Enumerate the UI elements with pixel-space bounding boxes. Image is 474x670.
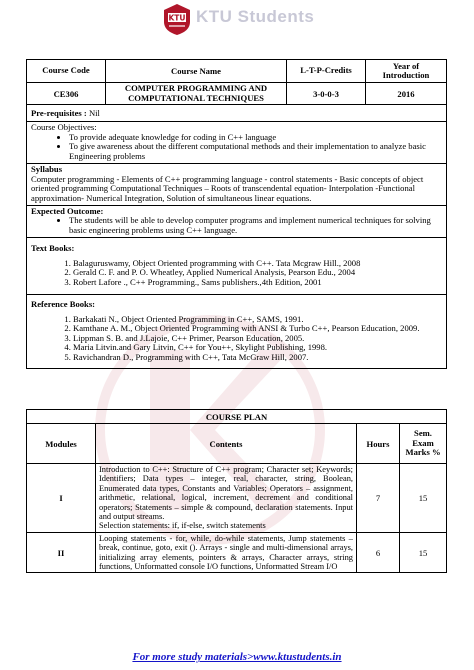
brand-title: KTU Students [196, 7, 315, 26]
course-info-table [26, 59, 447, 369]
outcome-label: Expected Outcome: [31, 205, 104, 216]
header-course-name: Course Name [106, 60, 287, 83]
reference-book-item: 1. Barkakati N., Object Oriented Programming in C++, SAMS, 1991. [73, 315, 442, 325]
module-contents [96, 464, 357, 533]
objectives-label: Course Objectives: [31, 122, 97, 132]
outcome-section [27, 205, 447, 237]
course-ltp: 3-0-0-3 [287, 83, 366, 105]
header-marks: Sem. Exam Marks % [400, 424, 447, 464]
course-name: COMPUTER PROGRAMMING AND COMPUTATIONAL TECHNIQUES [106, 83, 287, 105]
reference-books-section [27, 294, 447, 368]
ktu-logo-icon [160, 2, 194, 36]
reference-book-item: 3. Lippman S. B. and J.Lajoie, C++ Primer, Pearson Education, 2005. [73, 334, 442, 344]
text-book-item: 1. Balaguruswamy, Object Oriented programming with C++. Tata Mcgraw Hill., 2008 [73, 259, 442, 269]
module-contents-text: Introduction to C++: Structure of C++ program; Character set; Keywords; Identifiers; Data types – integer, real, character, string, Boolean, Enumerated data types, Constants and Variables; Operators – assignment, arithmetic, relational, logical, increment, decrement and conditional operators; Statements – simple & compound, declaration statements. Input and output streams. [99, 465, 353, 522]
course-code: CE306 [27, 83, 106, 105]
outcome-item: • The students will be able to develop computer programs and implement numerical techniques for solving basic engineering problems using C++ language. [69, 216, 442, 235]
module-contents [96, 532, 357, 573]
reference-book-item: 4. Maria Litvin.and Gary Litvin, C++ for You++, Skylight Publishing, 1998. [73, 343, 442, 353]
reference-books-label: Reference Books: [31, 298, 96, 309]
header-modules: Modules [27, 424, 96, 464]
syllabus-label: Syllabus [31, 163, 63, 174]
module-marks: 15 [400, 532, 447, 573]
reference-book-item: 2. Kamthane A. M., Object Oriented Programming with ANSI & Turbo C++, Pearson Education, 2009. [73, 324, 442, 334]
svg-text:KTU: KTU [168, 13, 186, 23]
objective-item: • To provide adequate knowledge for coding in C++ language [69, 133, 442, 143]
course-plan-title: COURSE PLAN [27, 410, 447, 424]
module-number: I [27, 464, 96, 533]
module-hours: 7 [357, 464, 400, 533]
header-ltp: L-T-P-Credits [287, 60, 366, 83]
prerequisites-label: Pre-requisites : [31, 108, 87, 118]
reference-book-item: 5. Ravichandran D., Programming with C++, Tata McGraw Hill, 2007. [73, 353, 442, 363]
header-contents: Contents [96, 424, 357, 464]
course-plan-table [26, 409, 447, 573]
module-marks: 15 [400, 464, 447, 533]
module-number: II [27, 532, 96, 573]
module-contents-extra: Selection statements: if, if-else, switch statements [99, 521, 266, 531]
header-year: Year of Introduction [366, 60, 447, 83]
course-year: 2016 [366, 83, 447, 105]
text-book-item: 3. Robert Lafore ., C++ Programming., Sams publishers.,4th Edition, 2001 [73, 278, 442, 288]
objective-item: • To give awareness about the different computational methods and their implementation to analyze basic Engineering problems [69, 142, 442, 161]
prerequisites-row [27, 105, 447, 122]
page-header [0, 0, 474, 36]
module-contents-text: Looping statements - for, while, do-while statements, Jump statements – break, continue, goto, exit (). Arrays - single and multi-dimensional arrays, initializing array elements, pointers & arrays, Character arrays, string functions, Unformatted console I/O functions, Unformatted Stream I/O [99, 533, 353, 572]
objectives-section [27, 122, 447, 164]
prerequisites-value: Nil [88, 108, 100, 118]
text-books-label: Text Books: [31, 242, 75, 253]
text-book-item: 2. Gerald C. F. and P. O. Wheatley, Applied Numerical Analysis, Pearson Edu., 2004 [73, 268, 442, 278]
header-hours: Hours [357, 424, 400, 464]
syllabus-text: Computer programming - Elements of C++ programming language - control statements - Basic concepts of object oriented programming Computational Techniques – Roots of transcendental equation- Interpolation -Functional approximation- Numerical Integration, Solution of simultaneous linear equations. [31, 173, 424, 203]
module-hours: 6 [357, 532, 400, 573]
study-materials-link[interactable]: For more study materials>www.ktustudents.in [132, 651, 342, 663]
header-course-code: Course Code [27, 60, 106, 83]
syllabus-section [27, 163, 447, 205]
text-books-section [27, 237, 447, 294]
